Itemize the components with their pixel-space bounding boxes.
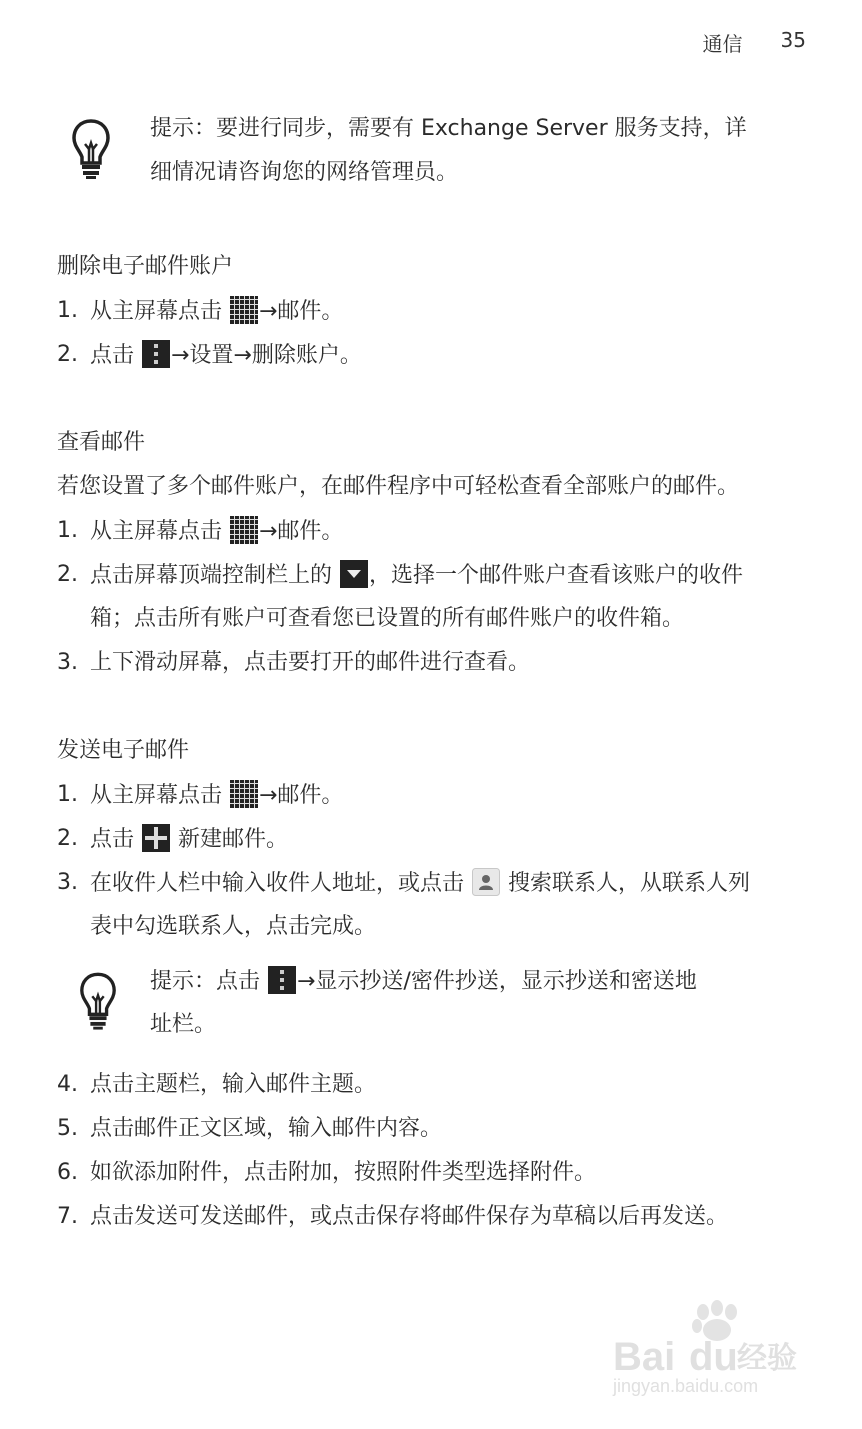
section-title-delete: 删除电子邮件账户 (57, 254, 234, 279)
tip2-line-2: 址栏。 (150, 1012, 217, 1037)
plus-icon (142, 824, 170, 852)
all-apps-grid-icon (230, 296, 258, 324)
step-text: 新建邮件。 (171, 827, 288, 852)
tip-text: 提示：点击 (150, 969, 267, 994)
all-apps-grid-icon (230, 516, 258, 544)
step-text: →设置→删除账户。 (171, 343, 362, 368)
send-step-2 (90, 824, 288, 855)
step-number: 1. (57, 518, 78, 543)
svg-text:du: du (689, 1335, 738, 1379)
step-text: →邮件。 (259, 519, 344, 544)
step-text: 点击屏幕顶端控制栏上的 (90, 563, 339, 588)
contact-person-icon (472, 868, 500, 896)
view-step-3: 上下滑动屏幕，点击要打开的邮件进行查看。 (90, 650, 531, 675)
tip-text: →显示抄送/密件抄送，显示抄送和密送地 (297, 969, 697, 994)
baidu-logo-watermark (585, 1300, 815, 1400)
view-step-2-cont: 箱；点击所有账户可查看您已设置的所有邮件账户的收件箱。 (90, 606, 685, 631)
step-number: 2. (57, 342, 78, 367)
step-text: 从主屏幕点击 (90, 783, 229, 808)
step-number: 6. (57, 1160, 78, 1185)
step-text: 点击 (90, 343, 141, 368)
section-intro: 若您设置了多个邮件账户，在邮件程序中可轻松查看全部账户的邮件。 (57, 474, 740, 499)
step-text: ，选择一个邮件账户查看该账户的收件 (369, 563, 744, 588)
step-text: 从主屏幕点击 (90, 519, 229, 544)
section-name: 通信 (702, 32, 743, 56)
tip-line-2: 细情况请咨询您的网络管理员。 (150, 160, 459, 185)
svg-text:经验: 经验 (737, 1341, 797, 1376)
menu-dots-icon (142, 340, 170, 368)
lightbulb-icon (70, 118, 112, 180)
step-number: 2. (57, 562, 78, 587)
send-step-5: 点击邮件正文区域，输入邮件内容。 (90, 1116, 443, 1141)
step-number: 1. (57, 298, 78, 323)
step-number: 1. (57, 782, 78, 807)
baidu-jingyan-watermark (585, 1300, 815, 1404)
svg-text:Bai: Bai (613, 1335, 676, 1379)
send-step-6: 如欲添加附件，点击附加，按照附件类型选择附件。 (90, 1160, 597, 1185)
step-text: 在收件人栏中输入收件人地址，或点击 (90, 871, 471, 896)
view-step-2 (90, 560, 743, 591)
step-number: 4. (57, 1072, 78, 1097)
section-title-view: 查看邮件 (57, 430, 146, 455)
step-text: →邮件。 (259, 783, 344, 808)
menu-dots-icon (268, 966, 296, 994)
step-number: 2. (57, 826, 78, 851)
step-text: 点击 (90, 827, 141, 852)
step-text: 搜索联系人，从联系人列 (501, 871, 750, 896)
tip2-line-1 (150, 966, 697, 997)
step-text: →邮件。 (259, 299, 344, 324)
delete-step-1 (90, 296, 343, 327)
dropdown-triangle-icon (340, 560, 368, 588)
send-step-7: 点击发送可发送邮件，或点击保存将邮件保存为草稿以后再发送。 (90, 1204, 729, 1229)
svg-text:jingyan.baidu.com: jingyan.baidu.com (613, 1376, 759, 1396)
send-step-1 (90, 780, 343, 811)
send-step-3-cont: 表中勾选联系人，点击完成。 (90, 914, 377, 939)
all-apps-grid-icon (230, 780, 258, 808)
send-step-3 (90, 868, 750, 899)
view-step-1 (90, 516, 343, 547)
lightbulb-icon (78, 970, 118, 1032)
step-number: 5. (57, 1116, 78, 1141)
tip-line-1: 提示：要进行同步，需要有 Exchange Server 服务支持，详 (150, 116, 747, 141)
page-header (703, 28, 806, 57)
send-step-4: 点击主题栏，输入邮件主题。 (90, 1072, 377, 1097)
section-title-send: 发送电子邮件 (57, 738, 190, 763)
step-number: 3. (57, 650, 78, 675)
delete-step-2 (90, 340, 362, 371)
step-number: 7. (57, 1204, 78, 1229)
step-number: 3. (57, 870, 78, 895)
step-text: 从主屏幕点击 (90, 299, 229, 324)
page-number: 35 (780, 28, 806, 52)
